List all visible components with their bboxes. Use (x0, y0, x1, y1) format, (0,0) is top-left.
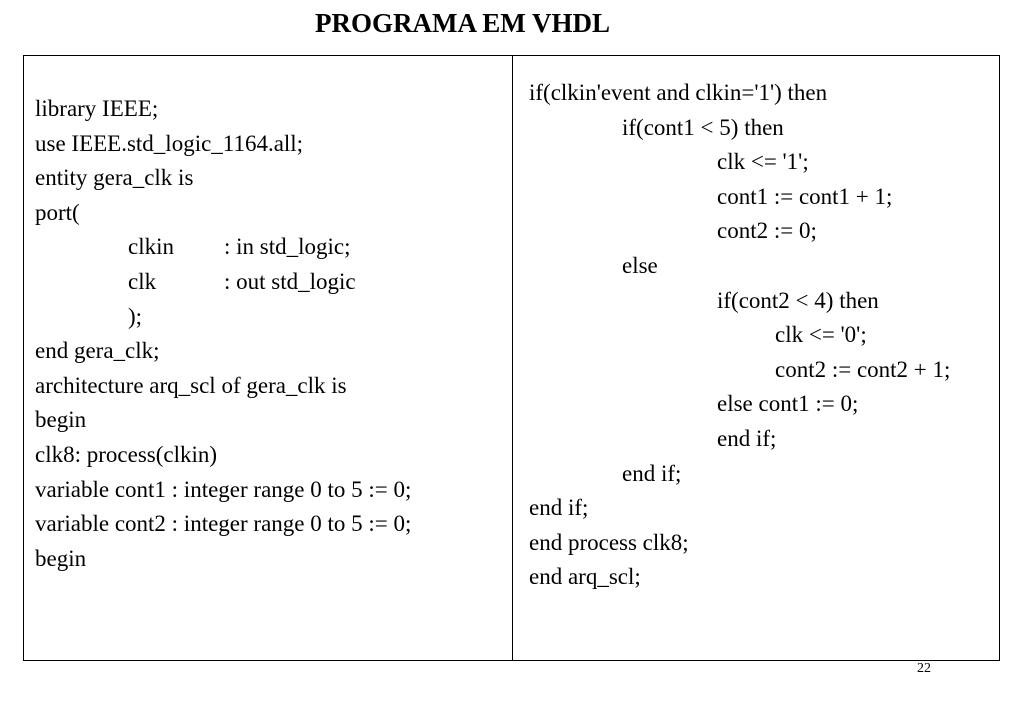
code-line: library IEEE; (35, 96, 159, 121)
code-line-port-clk (35, 265, 411, 300)
code-line: else cont1 := 0; (717, 391, 859, 417)
code-line: port( (35, 199, 80, 225)
slide-title: PROGRAMA EM VHDL (315, 8, 610, 38)
code-line: end gera_clk; (35, 338, 160, 364)
code-line: end if; (529, 495, 589, 521)
code-line: ); (128, 303, 143, 329)
code-line: end if; (622, 460, 682, 486)
code-line: clk <= '1'; (717, 149, 809, 175)
port-name: clkin (128, 234, 174, 260)
code-line: begin (35, 407, 87, 433)
code-line: else (622, 252, 658, 278)
code-line: variable cont1 : integer range 0 to 5 := 0; (35, 476, 412, 502)
code-line: cont2 := 0; (717, 218, 817, 244)
code-line-port-clkin (35, 230, 411, 265)
code-line: clk <= '0'; (775, 322, 867, 348)
code-line: entity gera_clk is (35, 165, 194, 191)
code-line: if(cont1 < 5) then (622, 114, 784, 140)
code-column-right (529, 76, 950, 595)
code-line: cont1 := cont1 + 1; (717, 183, 893, 209)
port-declaration: : in std_logic; (224, 234, 351, 260)
page-number: 22 (917, 661, 931, 676)
port-name: clk (128, 268, 157, 294)
code-line: cont2 := cont2 + 1; (775, 356, 951, 382)
code-line: variable cont2 : integer range 0 to 5 := 0; (35, 511, 412, 537)
port-declaration: : out std_logic (224, 268, 356, 294)
code-line: if(cont2 < 4) then (717, 287, 879, 313)
code-line: end arq_scl; (529, 564, 641, 590)
code-line: begin (35, 545, 87, 571)
code-line: if(clkin'event and clkin='1') then (529, 80, 828, 105)
code-line: architecture arq_scl of gera_clk is (35, 372, 347, 398)
code-column-left (35, 92, 411, 576)
code-line: clk8: process(clkin) (35, 441, 218, 467)
code-line: end process clk8; (529, 529, 689, 555)
code-line: use IEEE.std_logic_1164.all; (35, 130, 304, 156)
column-divider (512, 56, 513, 660)
code-line: end if; (717, 425, 777, 451)
